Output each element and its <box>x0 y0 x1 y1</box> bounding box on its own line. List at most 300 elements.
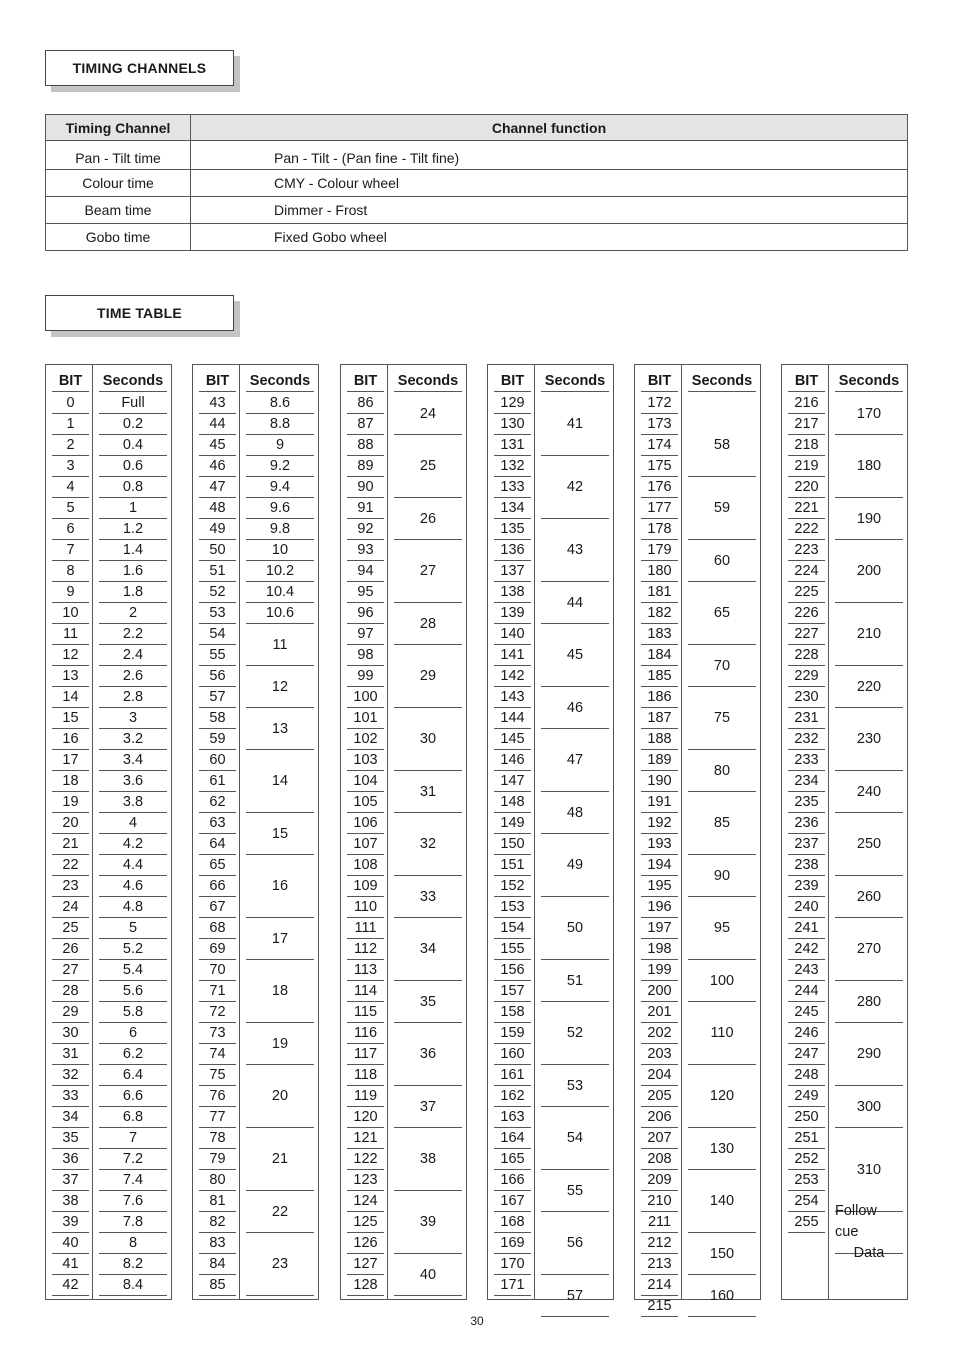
seconds-cell: 2.8 <box>99 687 167 708</box>
seconds-cell: 37 <box>394 1086 462 1128</box>
bit-cell: 104 <box>347 771 384 792</box>
time-table-title: TIME TABLE <box>97 305 182 321</box>
bit-cell: 61 <box>199 771 236 792</box>
seconds-cell: 0.2 <box>99 414 167 435</box>
bit-cell: 181 <box>641 582 678 603</box>
bit-cell: 178 <box>641 519 678 540</box>
seconds-cell: 55 <box>541 1170 609 1212</box>
bit-cell: 33 <box>52 1086 89 1107</box>
bit-cell: 138 <box>494 582 531 603</box>
bit-cell: 190 <box>641 771 678 792</box>
seconds-cell: 200 <box>835 540 903 603</box>
seconds-cell: 4.6 <box>99 876 167 897</box>
bit-cell: 96 <box>347 603 384 624</box>
seconds-cell: 46 <box>541 687 609 729</box>
seconds-cell: Follow cue Data <box>835 1212 903 1254</box>
bit-cell: 128 <box>347 1275 384 1296</box>
bit-cell: 69 <box>199 939 236 960</box>
bit-cell: 141 <box>494 645 531 666</box>
bit-cell: 163 <box>494 1107 531 1128</box>
bit-cell: 115 <box>347 1002 384 1023</box>
seconds-cell: 8.2 <box>99 1254 167 1275</box>
seconds-cell: 10.6 <box>246 603 314 624</box>
seconds-cell: 60 <box>688 540 756 582</box>
bit-cell: 120 <box>347 1107 384 1128</box>
seconds-cell: 54 <box>541 1107 609 1170</box>
bit-cell: 193 <box>641 834 678 855</box>
bit-cell: 84 <box>199 1254 236 1275</box>
bit-cell: 205 <box>641 1086 678 1107</box>
seconds-cell: 4.8 <box>99 897 167 918</box>
bit-cell: 90 <box>347 477 384 498</box>
bit-cell: 197 <box>641 918 678 939</box>
seconds-cell: 70 <box>688 645 756 687</box>
seconds-cell: 300 <box>835 1086 903 1128</box>
table-row <box>46 224 908 251</box>
seconds-cell: 8 <box>99 1233 167 1254</box>
bit-cell: 62 <box>199 792 236 813</box>
seconds-header: Seconds <box>688 371 756 392</box>
bit-cell: 108 <box>347 855 384 876</box>
bit-cell: 106 <box>347 813 384 834</box>
bit-cell: 173 <box>641 414 678 435</box>
seconds-cell: 10 <box>246 540 314 561</box>
seconds-cell: 90 <box>688 855 756 897</box>
bit-cell: 148 <box>494 792 531 813</box>
seconds-cell: 0.4 <box>99 435 167 456</box>
bit-cell: 92 <box>347 519 384 540</box>
seconds-cell: 45 <box>541 624 609 687</box>
bit-cell: 196 <box>641 897 678 918</box>
bit-cell: 65 <box>199 855 236 876</box>
seconds-cell: 22 <box>246 1191 314 1233</box>
bit-cell: 15 <box>52 708 89 729</box>
seconds-cell: 19 <box>246 1023 314 1065</box>
seconds-cell: 7 <box>99 1128 167 1149</box>
bit-header: BIT <box>494 371 531 392</box>
seconds-cell: 44 <box>541 582 609 624</box>
seconds-cell: 49 <box>541 834 609 897</box>
seconds-cell: 48 <box>541 792 609 834</box>
bit-cell: 119 <box>347 1086 384 1107</box>
bit-cell: 228 <box>788 645 825 666</box>
seconds-cell: 75 <box>688 687 756 750</box>
bit-cell: 70 <box>199 960 236 981</box>
bit-cell: 157 <box>494 981 531 1002</box>
bit-cell: 192 <box>641 813 678 834</box>
bit-cell: 220 <box>788 477 825 498</box>
bit-cell: 21 <box>52 834 89 855</box>
seconds-cell: 130 <box>688 1128 756 1170</box>
bit-cell: 175 <box>641 456 678 477</box>
bit-cell: 212 <box>641 1233 678 1254</box>
bit-header: BIT <box>347 371 384 392</box>
bit-cell: 35 <box>52 1128 89 1149</box>
bit-cell: 251 <box>788 1128 825 1149</box>
seconds-cell: 12 <box>246 666 314 708</box>
column-divider <box>534 365 535 1299</box>
bit-cell: 204 <box>641 1065 678 1086</box>
seconds-cell: 180 <box>835 435 903 498</box>
bit-cell: 17 <box>52 750 89 771</box>
seconds-cell: 53 <box>541 1065 609 1107</box>
bit-cell: 57 <box>199 687 236 708</box>
header-channel-function: Channel function <box>191 115 908 141</box>
bit-cell: 48 <box>199 498 236 519</box>
bit-cell: 189 <box>641 750 678 771</box>
bit-cell: 16 <box>52 729 89 750</box>
bit-cell: 126 <box>347 1233 384 1254</box>
seconds-cell: 26 <box>394 498 462 540</box>
bit-cell: 7 <box>52 540 89 561</box>
seconds-cell: 59 <box>688 477 756 540</box>
bit-cell: 125 <box>347 1212 384 1233</box>
seconds-cell: 20 <box>246 1065 314 1128</box>
seconds-cell: 2.4 <box>99 645 167 666</box>
bit-cell: 85 <box>199 1275 236 1296</box>
bit-cell: 101 <box>347 708 384 729</box>
bit-cell: 253 <box>788 1170 825 1191</box>
seconds-cell: 0.6 <box>99 456 167 477</box>
bit-cell: 60 <box>199 750 236 771</box>
bit-cell: 111 <box>347 918 384 939</box>
seconds-cell: Full <box>99 393 167 414</box>
table-row <box>46 170 908 197</box>
bit-cell: 174 <box>641 435 678 456</box>
bit-cell: 66 <box>199 876 236 897</box>
seconds-cell: 50 <box>541 897 609 960</box>
channel-function: Dimmer - Frost <box>191 197 908 224</box>
column-divider <box>92 365 93 1299</box>
table-row <box>46 141 908 170</box>
seconds-cell: 8.8 <box>246 414 314 435</box>
bit-cell: 14 <box>52 687 89 708</box>
bit-cell: 235 <box>788 792 825 813</box>
bit-cell: 187 <box>641 708 678 729</box>
bit-cell: 52 <box>199 582 236 603</box>
bit-cell: 247 <box>788 1044 825 1065</box>
bit-cell: 182 <box>641 603 678 624</box>
timing-channels-title: TIMING CHANNELS <box>72 60 207 76</box>
bit-cell: 97 <box>347 624 384 645</box>
bit-cell: 64 <box>199 834 236 855</box>
bit-cell: 58 <box>199 708 236 729</box>
time-table-column <box>192 364 319 1300</box>
seconds-cell: 2.2 <box>99 624 167 645</box>
bit-cell: 59 <box>199 729 236 750</box>
bit-cell: 113 <box>347 960 384 981</box>
bit-cell: 77 <box>199 1107 236 1128</box>
bit-cell: 156 <box>494 960 531 981</box>
bit-cell: 51 <box>199 561 236 582</box>
bit-cell: 9 <box>52 582 89 603</box>
seconds-cell: 7.8 <box>99 1212 167 1233</box>
seconds-cell: 10.4 <box>246 582 314 603</box>
time-table-column <box>781 364 908 1300</box>
bit-cell: 231 <box>788 708 825 729</box>
seconds-cell: 3.6 <box>99 771 167 792</box>
bit-cell: 55 <box>199 645 236 666</box>
seconds-cell: 11 <box>246 624 314 666</box>
bit-cell: 224 <box>788 561 825 582</box>
bit-cell: 37 <box>52 1170 89 1191</box>
bit-cell: 105 <box>347 792 384 813</box>
bit-cell: 103 <box>347 750 384 771</box>
bit-cell: 215 <box>641 1296 678 1317</box>
seconds-cell: 1 <box>99 498 167 519</box>
bit-cell: 24 <box>52 897 89 918</box>
bit-cell: 18 <box>52 771 89 792</box>
bit-cell: 100 <box>347 687 384 708</box>
timing-channels-heading <box>45 50 234 86</box>
seconds-cell: 170 <box>835 393 903 435</box>
bit-cell: 151 <box>494 855 531 876</box>
bit-cell: 252 <box>788 1149 825 1170</box>
seconds-cell: 8.4 <box>99 1275 167 1296</box>
bit-cell: 147 <box>494 771 531 792</box>
seconds-cell: 43 <box>541 519 609 582</box>
seconds-cell: 290 <box>835 1023 903 1086</box>
seconds-cell: 210 <box>835 603 903 666</box>
seconds-cell: 95 <box>688 897 756 960</box>
bit-cell: 166 <box>494 1170 531 1191</box>
bit-cell: 44 <box>199 414 236 435</box>
bit-cell: 209 <box>641 1170 678 1191</box>
bit-cell: 109 <box>347 876 384 897</box>
bit-cell: 68 <box>199 918 236 939</box>
seconds-cell: 100 <box>688 960 756 1002</box>
seconds-cell: 41 <box>541 393 609 456</box>
seconds-cell: 9 <box>246 435 314 456</box>
bit-cell: 202 <box>641 1023 678 1044</box>
bit-cell: 50 <box>199 540 236 561</box>
bit-cell: 110 <box>347 897 384 918</box>
bit-cell: 221 <box>788 498 825 519</box>
seconds-cell: 1.6 <box>99 561 167 582</box>
seconds-cell: 1.8 <box>99 582 167 603</box>
seconds-cell: 250 <box>835 813 903 876</box>
bit-cell: 56 <box>199 666 236 687</box>
column-divider <box>387 365 388 1299</box>
table-row <box>46 197 908 224</box>
bit-cell: 144 <box>494 708 531 729</box>
channel-name: Gobo time <box>46 224 191 251</box>
bit-cell: 194 <box>641 855 678 876</box>
seconds-cell: 7.2 <box>99 1149 167 1170</box>
bit-cell: 8 <box>52 561 89 582</box>
bit-cell: 237 <box>788 834 825 855</box>
bit-cell: 127 <box>347 1254 384 1275</box>
bit-cell: 248 <box>788 1065 825 1086</box>
seconds-header: Seconds <box>99 371 167 392</box>
bit-cell: 213 <box>641 1254 678 1275</box>
seconds-cell: 3.2 <box>99 729 167 750</box>
seconds-cell: 160 <box>688 1275 756 1317</box>
seconds-cell: 29 <box>394 645 462 708</box>
bit-cell: 152 <box>494 876 531 897</box>
bit-cell: 184 <box>641 645 678 666</box>
bit-cell: 216 <box>788 393 825 414</box>
bit-cell: 6 <box>52 519 89 540</box>
bit-cell: 5 <box>52 498 89 519</box>
time-table-heading <box>45 295 234 331</box>
time-table-column <box>487 364 614 1304</box>
bit-header: BIT <box>199 371 236 392</box>
bit-cell: 208 <box>641 1149 678 1170</box>
bit-cell: 43 <box>199 393 236 414</box>
seconds-cell: 6.4 <box>99 1065 167 1086</box>
bit-cell: 137 <box>494 561 531 582</box>
seconds-cell: 25 <box>394 435 462 498</box>
bit-cell: 72 <box>199 1002 236 1023</box>
bit-cell: 93 <box>347 540 384 561</box>
bit-cell: 78 <box>199 1128 236 1149</box>
seconds-cell: 40 <box>394 1254 462 1296</box>
seconds-cell: 2.6 <box>99 666 167 687</box>
bit-cell: 177 <box>641 498 678 519</box>
bit-cell: 28 <box>52 981 89 1002</box>
bit-cell: 12 <box>52 645 89 666</box>
bit-cell: 38 <box>52 1191 89 1212</box>
seconds-cell: 5.6 <box>99 981 167 1002</box>
bit-cell: 180 <box>641 561 678 582</box>
bit-cell: 171 <box>494 1275 531 1296</box>
bit-cell: 167 <box>494 1191 531 1212</box>
bit-cell: 246 <box>788 1023 825 1044</box>
bit-cell: 26 <box>52 939 89 960</box>
seconds-cell: 6.2 <box>99 1044 167 1065</box>
bit-cell: 80 <box>199 1170 236 1191</box>
bit-cell: 199 <box>641 960 678 981</box>
bit-cell: 3 <box>52 456 89 477</box>
seconds-cell: 39 <box>394 1191 462 1254</box>
seconds-cell: 4.2 <box>99 834 167 855</box>
bit-cell: 162 <box>494 1086 531 1107</box>
bit-cell: 191 <box>641 792 678 813</box>
bit-cell: 140 <box>494 624 531 645</box>
bit-cell: 210 <box>641 1191 678 1212</box>
bit-cell: 83 <box>199 1233 236 1254</box>
bit-cell: 54 <box>199 624 236 645</box>
bit-cell: 169 <box>494 1233 531 1254</box>
bit-cell: 206 <box>641 1107 678 1128</box>
bit-cell: 145 <box>494 729 531 750</box>
bit-cell: 172 <box>641 393 678 414</box>
seconds-cell: 190 <box>835 498 903 540</box>
bit-cell: 243 <box>788 960 825 981</box>
seconds-cell: 65 <box>688 582 756 645</box>
timing-channels-table <box>45 114 908 251</box>
bit-cell: 185 <box>641 666 678 687</box>
bit-cell: 132 <box>494 456 531 477</box>
bit-header: BIT <box>788 371 825 392</box>
seconds-cell: 280 <box>835 981 903 1023</box>
bit-cell: 233 <box>788 750 825 771</box>
bit-cell: 222 <box>788 519 825 540</box>
bit-cell: 118 <box>347 1065 384 1086</box>
seconds-cell: 270 <box>835 918 903 981</box>
seconds-cell: 27 <box>394 540 462 603</box>
bit-cell: 217 <box>788 414 825 435</box>
seconds-cell: 38 <box>394 1128 462 1191</box>
bit-cell: 240 <box>788 897 825 918</box>
seconds-cell: 13 <box>246 708 314 750</box>
column-divider <box>239 365 240 1299</box>
seconds-cell: 57 <box>541 1275 609 1317</box>
seconds-cell: 24 <box>394 393 462 435</box>
bit-cell: 232 <box>788 729 825 750</box>
bit-cell: 176 <box>641 477 678 498</box>
bit-cell: 139 <box>494 603 531 624</box>
bit-cell: 122 <box>347 1149 384 1170</box>
bit-cell: 49 <box>199 519 236 540</box>
bit-cell: 211 <box>641 1212 678 1233</box>
bit-cell: 155 <box>494 939 531 960</box>
page-number: 30 <box>470 1314 484 1328</box>
bit-cell: 130 <box>494 414 531 435</box>
seconds-cell: 4.4 <box>99 855 167 876</box>
seconds-cell: 9.8 <box>246 519 314 540</box>
bit-cell: 164 <box>494 1128 531 1149</box>
bit-cell: 98 <box>347 645 384 666</box>
bit-cell: 183 <box>641 624 678 645</box>
seconds-cell: 6.8 <box>99 1107 167 1128</box>
bit-cell: 23 <box>52 876 89 897</box>
column-divider <box>681 365 682 1299</box>
bit-cell: 236 <box>788 813 825 834</box>
channel-function: Pan - Tilt - (Pan fine - Tilt fine) <box>191 141 908 170</box>
bit-cell: 11 <box>52 624 89 645</box>
bit-cell: 31 <box>52 1044 89 1065</box>
bit-cell: 114 <box>347 981 384 1002</box>
bit-cell: 89 <box>347 456 384 477</box>
bit-cell: 150 <box>494 834 531 855</box>
seconds-header: Seconds <box>835 371 903 392</box>
seconds-cell: 58 <box>688 414 756 477</box>
seconds-cell: 110 <box>688 1002 756 1065</box>
bit-cell: 143 <box>494 687 531 708</box>
seconds-cell: 42 <box>541 456 609 519</box>
bit-cell: 45 <box>199 435 236 456</box>
seconds-cell: 6 <box>99 1023 167 1044</box>
bit-cell: 67 <box>199 897 236 918</box>
bit-cell: 170 <box>494 1254 531 1275</box>
seconds-cell: 18 <box>246 960 314 1023</box>
seconds-cell: 51 <box>541 960 609 1002</box>
time-table-column <box>634 364 761 1314</box>
bit-cell: 249 <box>788 1086 825 1107</box>
bit-cell: 153 <box>494 897 531 918</box>
seconds-cell: 3 <box>99 708 167 729</box>
bit-header: BIT <box>52 371 89 392</box>
seconds-cell: 7.4 <box>99 1170 167 1191</box>
bit-cell: 46 <box>199 456 236 477</box>
bit-cell: 4 <box>52 477 89 498</box>
bit-cell: 227 <box>788 624 825 645</box>
seconds-cell: 240 <box>835 771 903 813</box>
seconds-cell: 5.2 <box>99 939 167 960</box>
bit-cell: 207 <box>641 1128 678 1149</box>
bit-cell: 234 <box>788 771 825 792</box>
bit-cell: 238 <box>788 855 825 876</box>
seconds-header: Seconds <box>246 371 314 392</box>
bit-cell: 158 <box>494 1002 531 1023</box>
seconds-cell: 3.8 <box>99 792 167 813</box>
bit-cell: 29 <box>52 1002 89 1023</box>
bit-cell: 0 <box>52 393 89 414</box>
bit-cell: 195 <box>641 876 678 897</box>
bit-cell: 219 <box>788 456 825 477</box>
